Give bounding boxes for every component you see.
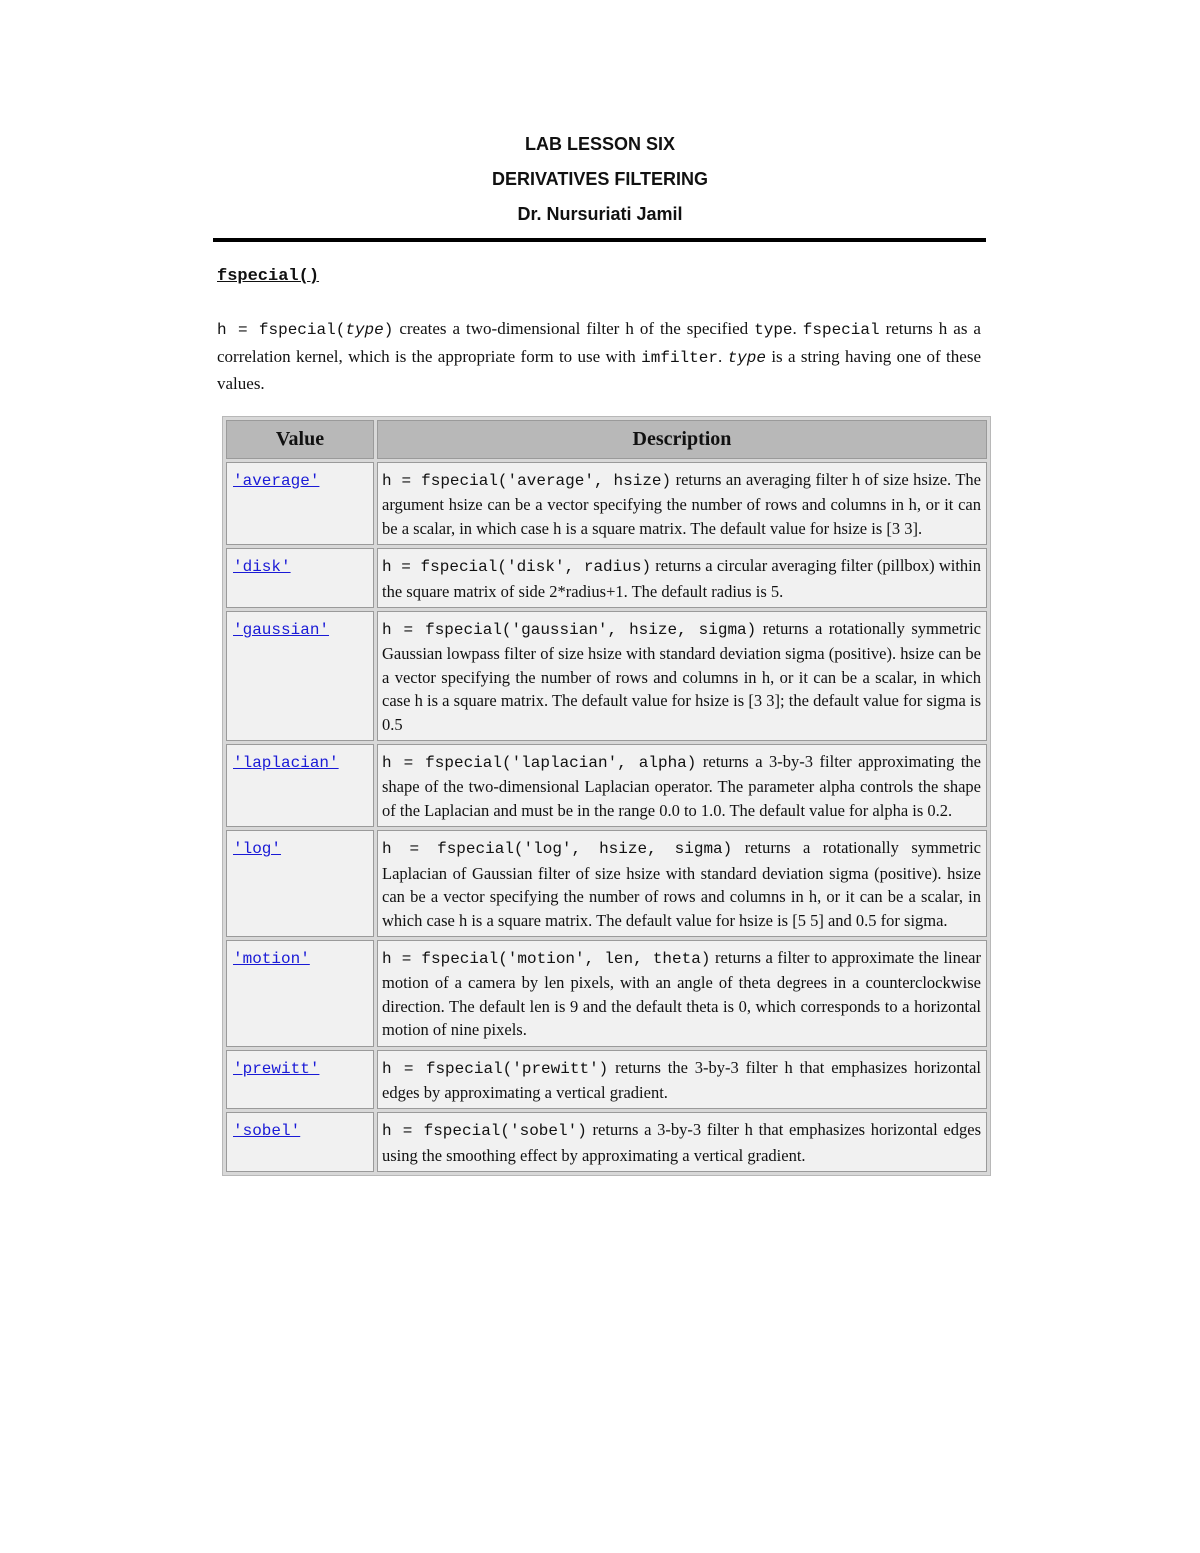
filter-types-table	[222, 416, 991, 1176]
value-link-disk[interactable]: 'disk'	[233, 558, 291, 577]
description-text: returns the 3-by-3 filter h that emphasizes horizontal edges by approximating a vertical gradient.	[382, 1057, 981, 1102]
description-code: h = fspecial('gaussian', hsize, sigma)	[382, 621, 757, 640]
value-cell	[226, 744, 374, 827]
intro-code-call: h = fspecial(	[217, 321, 346, 339]
table-row	[226, 830, 987, 937]
intro-dot-2: .	[717, 346, 728, 366]
document-author: Dr. Nursuriati Jamil	[517, 204, 683, 224]
value-link-average[interactable]: 'average'	[233, 472, 320, 490]
description-code: h = fspecial('sobel')	[382, 1122, 587, 1141]
intro-code-type-2: type	[754, 321, 793, 339]
table-row	[226, 548, 987, 608]
header-description: Description	[377, 420, 987, 459]
description-code: h = fspecial('disk', radius)	[382, 558, 652, 577]
value-cell	[226, 940, 374, 1047]
value-cell	[226, 1112, 374, 1172]
value-cell	[226, 830, 374, 937]
value-link-motion[interactable]: 'motion'	[233, 949, 310, 968]
description-cell	[377, 462, 987, 545]
description-text: returns an averaging filter h of size hsize. The argument hsize can be a vector specifying the number of rows and columns in h, or it can be a scalar, in which case h is a square matrix. The default value for hsize is [3 3].	[382, 470, 981, 538]
value-link-prewitt[interactable]: 'prewitt'	[233, 1059, 320, 1078]
intro-paragraph	[217, 316, 981, 397]
table-row	[226, 1050, 987, 1110]
description-cell	[377, 1112, 987, 1172]
intro-text-3: is a string having one of these values.	[217, 346, 981, 393]
value-link-log[interactable]: 'log'	[233, 840, 282, 859]
intro-code-fspecial: fspecial	[802, 321, 880, 339]
intro-code-type-3: type	[727, 348, 766, 367]
description-text: returns a rotationally symmetric Gaussian lowpass filter of size hsize with standard deviation sigma (positive). hsize can be a vector specifying the number of rows and columns in h, or it can be a scalar, in which case h is a square matrix. The default value for hsize is [3 3]; the default value for sigma is 0.5	[382, 619, 981, 734]
description-text: returns a rotationally symmetric Laplacian of Gaussian filter of size hsize with standard deviation sigma (positive). hsize can be a vector specifying the number of rows and columns in h, or it can be a scalar, in which case h is a square matrix. The default value for hsize is [5 5] and 0.5 for sigma.	[382, 838, 981, 930]
description-cell	[377, 940, 987, 1047]
value-link-gaussian[interactable]: 'gaussian'	[233, 621, 330, 640]
description-code: h = fspecial('prewitt')	[382, 1059, 609, 1078]
table-row	[226, 462, 987, 545]
table-row	[226, 744, 987, 827]
section-title: fspecial()	[217, 267, 320, 286]
intro-dot-1: .	[792, 319, 803, 338]
document-subtitle: DERIVATIVES FILTERING	[491, 169, 708, 189]
table-row	[226, 1112, 987, 1172]
document-title: LAB LESSON SIX	[524, 134, 676, 154]
value-cell	[226, 462, 374, 545]
table-row	[226, 611, 987, 741]
value-cell	[226, 611, 374, 741]
description-code: h = fspecial('laplacian', alpha)	[382, 754, 697, 773]
description-cell	[377, 1050, 987, 1110]
description-text: returns a circular averaging filter (pillbox) within the square matrix of side 2*radius+1. The default radius is 5.	[382, 556, 982, 601]
value-link-laplacian[interactable]: 'laplacian'	[233, 754, 339, 773]
description-cell	[377, 611, 987, 741]
intro-text-2: returns h as a correlation kernel, which is the appropriate form to use with	[217, 319, 981, 366]
value-cell	[226, 548, 374, 608]
description-cell	[377, 744, 987, 827]
description-code: h = fspecial('motion', len, theta)	[382, 949, 711, 968]
description-text: returns a 3-by-3 filter h that emphasizes horizontal edges using the smoothing effect by approximating a vertical gradient.	[382, 1120, 981, 1165]
intro-code-type: type	[345, 321, 384, 339]
intro-code-close: )	[383, 321, 394, 339]
intro-code-imfilter: imfilter	[641, 348, 718, 367]
header-value: Value	[226, 420, 374, 459]
table-row	[226, 940, 987, 1047]
description-text: returns a 3-by-3 filter approximating the shape of the two-dimensional Laplacian operator. The parameter alpha controls the shape of the Laplacian and must be in the range 0.0 to 1.0. The default value for alpha is 0.2.	[382, 752, 981, 820]
description-code: h = fspecial('log', hsize, sigma)	[382, 840, 733, 859]
header-rule	[213, 238, 986, 242]
description-code: h = fspecial('average', hsize)	[382, 472, 672, 490]
description-cell	[377, 548, 987, 608]
value-link-sobel[interactable]: 'sobel'	[233, 1122, 301, 1141]
table-header-row	[226, 420, 987, 459]
value-cell	[226, 1050, 374, 1110]
intro-text-1: creates a two-dimensional filter h of the specified	[393, 319, 755, 338]
description-cell	[377, 830, 987, 937]
description-text: returns a filter to approximate the linear motion of a camera by len pixels, with an angle of theta degrees in a counterclockwise direction. The default len is 9 and the default theta is 0, which corresponds to a horizontal motion of nine pixels.	[382, 947, 981, 1040]
